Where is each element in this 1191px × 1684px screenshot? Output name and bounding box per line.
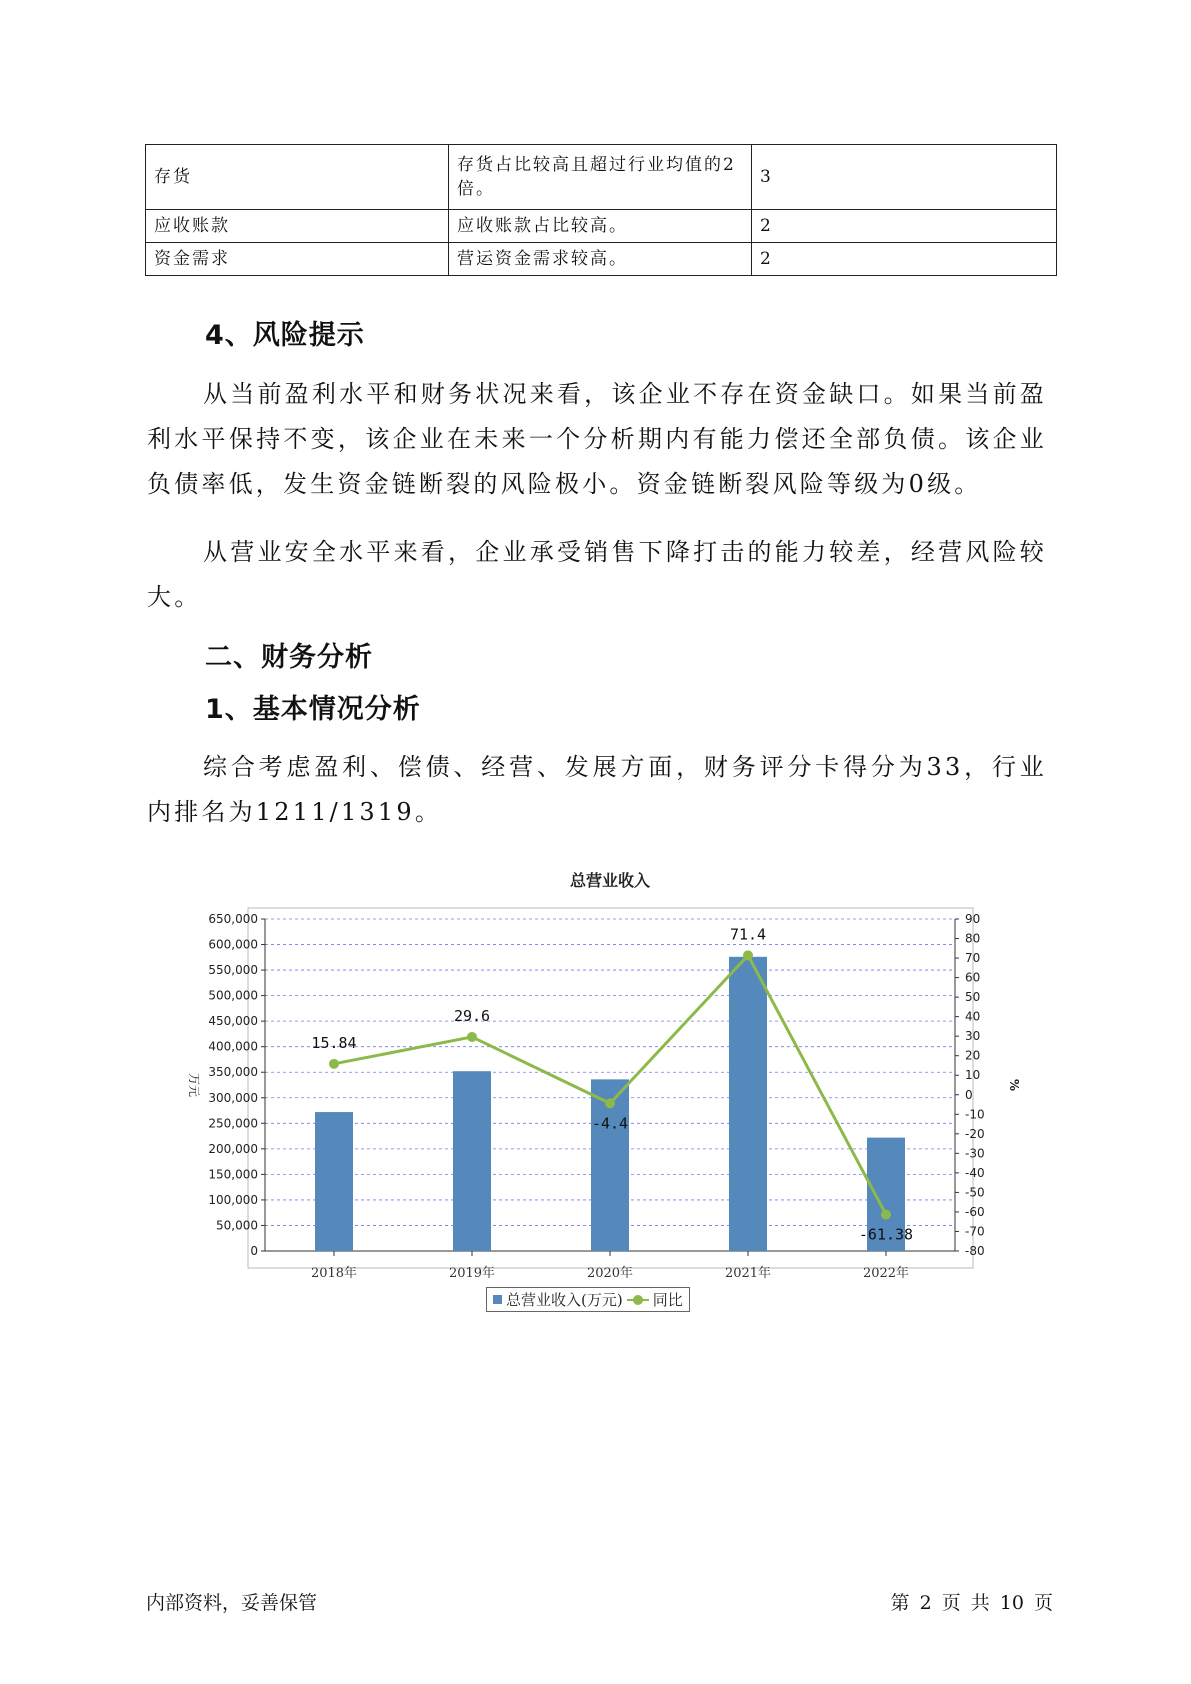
- y2-tick-label: -10: [965, 1107, 985, 1122]
- x-tick-label: 2020年: [586, 1266, 634, 1280]
- basic-analysis-heading: 1、基本情况分析: [205, 694, 421, 725]
- y-tick-label: 350,000: [208, 1065, 258, 1080]
- y-tick-label: 500,000: [208, 988, 258, 1003]
- yoy-point: [329, 1059, 339, 1069]
- table-row: [146, 210, 1057, 243]
- basic-analysis-paragraph: 综合考虑盈利、偿债、经营、发展方面，财务评分卡得分为33，行业内排名为1211/1319。: [147, 753, 1047, 826]
- y2-tick-label: 70: [965, 951, 981, 966]
- revenue-chart: [170, 860, 1030, 1330]
- y-tick-label: 550,000: [208, 963, 258, 978]
- y-tick-label: 250,000: [208, 1116, 258, 1131]
- yoy-data-label: -4.4: [591, 1114, 629, 1133]
- y2-tick-label: -30: [965, 1146, 985, 1161]
- bar-2019年: [453, 1071, 491, 1251]
- yoy-data-label: 29.6: [453, 1006, 491, 1025]
- table-cell-item: 存货: [146, 145, 449, 210]
- risk-paragraph-2: 从营业安全水平来看，企业承受销售下降打击的能力较差，经营风险较大。: [147, 538, 1047, 611]
- chart-legend: [486, 1287, 690, 1312]
- yoy-data-label: -61.38: [858, 1225, 914, 1244]
- x-tick-label: 2022年: [862, 1266, 910, 1280]
- y-tick-label: 50,000: [216, 1218, 258, 1233]
- footer-confidential: 内部资料，妥善保管: [146, 1592, 318, 1614]
- legend-line-swatch: [627, 1295, 649, 1305]
- y-tick-label: 600,000: [208, 937, 258, 952]
- risk-table: [145, 144, 1057, 276]
- revenue-chart-svg: [170, 860, 1030, 1280]
- y2-axis-label: %: [1007, 1078, 1021, 1092]
- table-row: [146, 145, 1057, 210]
- y-tick-label: 100,000: [208, 1192, 258, 1207]
- table-cell-score: 2: [752, 210, 1057, 243]
- table-cell-desc: 应收账款占比较高。: [449, 210, 752, 243]
- y-tick-label: 200,000: [208, 1141, 258, 1156]
- y2-tick-label: -40: [965, 1165, 985, 1180]
- table-cell-item: 资金需求: [146, 243, 449, 276]
- yoy-point: [605, 1098, 615, 1108]
- table-cell-score: 2: [752, 243, 1057, 276]
- table-cell-desc: 存货占比较高且超过行业均值的2倍。: [449, 145, 752, 210]
- y-tick-label: 650,000: [208, 912, 258, 926]
- table-cell-item: 应收账款: [146, 210, 449, 243]
- y-tick-label: 300,000: [208, 1090, 258, 1105]
- yoy-point: [467, 1032, 477, 1042]
- table-cell-desc: 营运资金需求较高。: [449, 243, 752, 276]
- y-tick-label: 0: [250, 1244, 258, 1258]
- y2-tick-label: 90: [965, 912, 981, 926]
- y-tick-label: 450,000: [208, 1014, 258, 1029]
- risk-paragraph-1: 从当前盈利水平和财务状况来看，该企业不存在资金缺口。如果当前盈利水平保持不变，该企业在未来一个分析期内有能力偿还全部负债。该企业负债率低，发生资金链断裂的风险极小。资金链断裂风险等级为0级。: [147, 380, 1047, 498]
- y-tick-label: 400,000: [208, 1039, 258, 1054]
- legend-line-label: 同比: [652, 1291, 683, 1309]
- x-tick-label: 2021年: [724, 1266, 772, 1280]
- x-tick-label: 2018年: [310, 1266, 358, 1280]
- y2-tick-label: 60: [965, 970, 981, 985]
- yoy-point: [881, 1210, 891, 1220]
- y2-tick-label: 40: [965, 1009, 981, 1024]
- y-axis-label: 万元: [187, 1072, 201, 1098]
- legend-bar-label: 总营业收入(万元): [506, 1291, 623, 1309]
- bar-2018年: [315, 1112, 353, 1251]
- bar-2021年: [729, 957, 767, 1251]
- yoy-data-label: 15.84: [311, 1033, 357, 1052]
- financial-analysis-heading: 二、财务分析: [205, 642, 373, 673]
- y-tick-label: 150,000: [208, 1167, 258, 1182]
- table-cell-score: 3: [752, 145, 1057, 210]
- y2-tick-label: 0: [965, 1087, 973, 1102]
- y2-tick-label: -20: [965, 1126, 985, 1141]
- risk-heading: 4、风险提示: [205, 320, 365, 351]
- y2-tick-label: 80: [965, 931, 981, 946]
- yoy-data-label: 71.4: [729, 925, 767, 944]
- y2-tick-label: -70: [965, 1224, 985, 1239]
- table-row: [146, 243, 1057, 276]
- legend-bar-swatch: [493, 1295, 502, 1304]
- y2-tick-label: -60: [965, 1204, 985, 1219]
- x-tick-label: 2019年: [448, 1266, 496, 1280]
- y2-tick-label: 10: [965, 1068, 981, 1083]
- y2-tick-label: 20: [965, 1048, 981, 1063]
- footer-page-number: 第 2 页 共 10 页: [890, 1592, 1053, 1614]
- y2-tick-label: -50: [965, 1185, 985, 1200]
- y2-tick-label: -80: [965, 1244, 985, 1258]
- y2-tick-label: 50: [965, 990, 981, 1005]
- y2-tick-label: 30: [965, 1029, 981, 1044]
- chart-title: 总营业收入: [569, 871, 651, 890]
- yoy-point: [743, 950, 753, 960]
